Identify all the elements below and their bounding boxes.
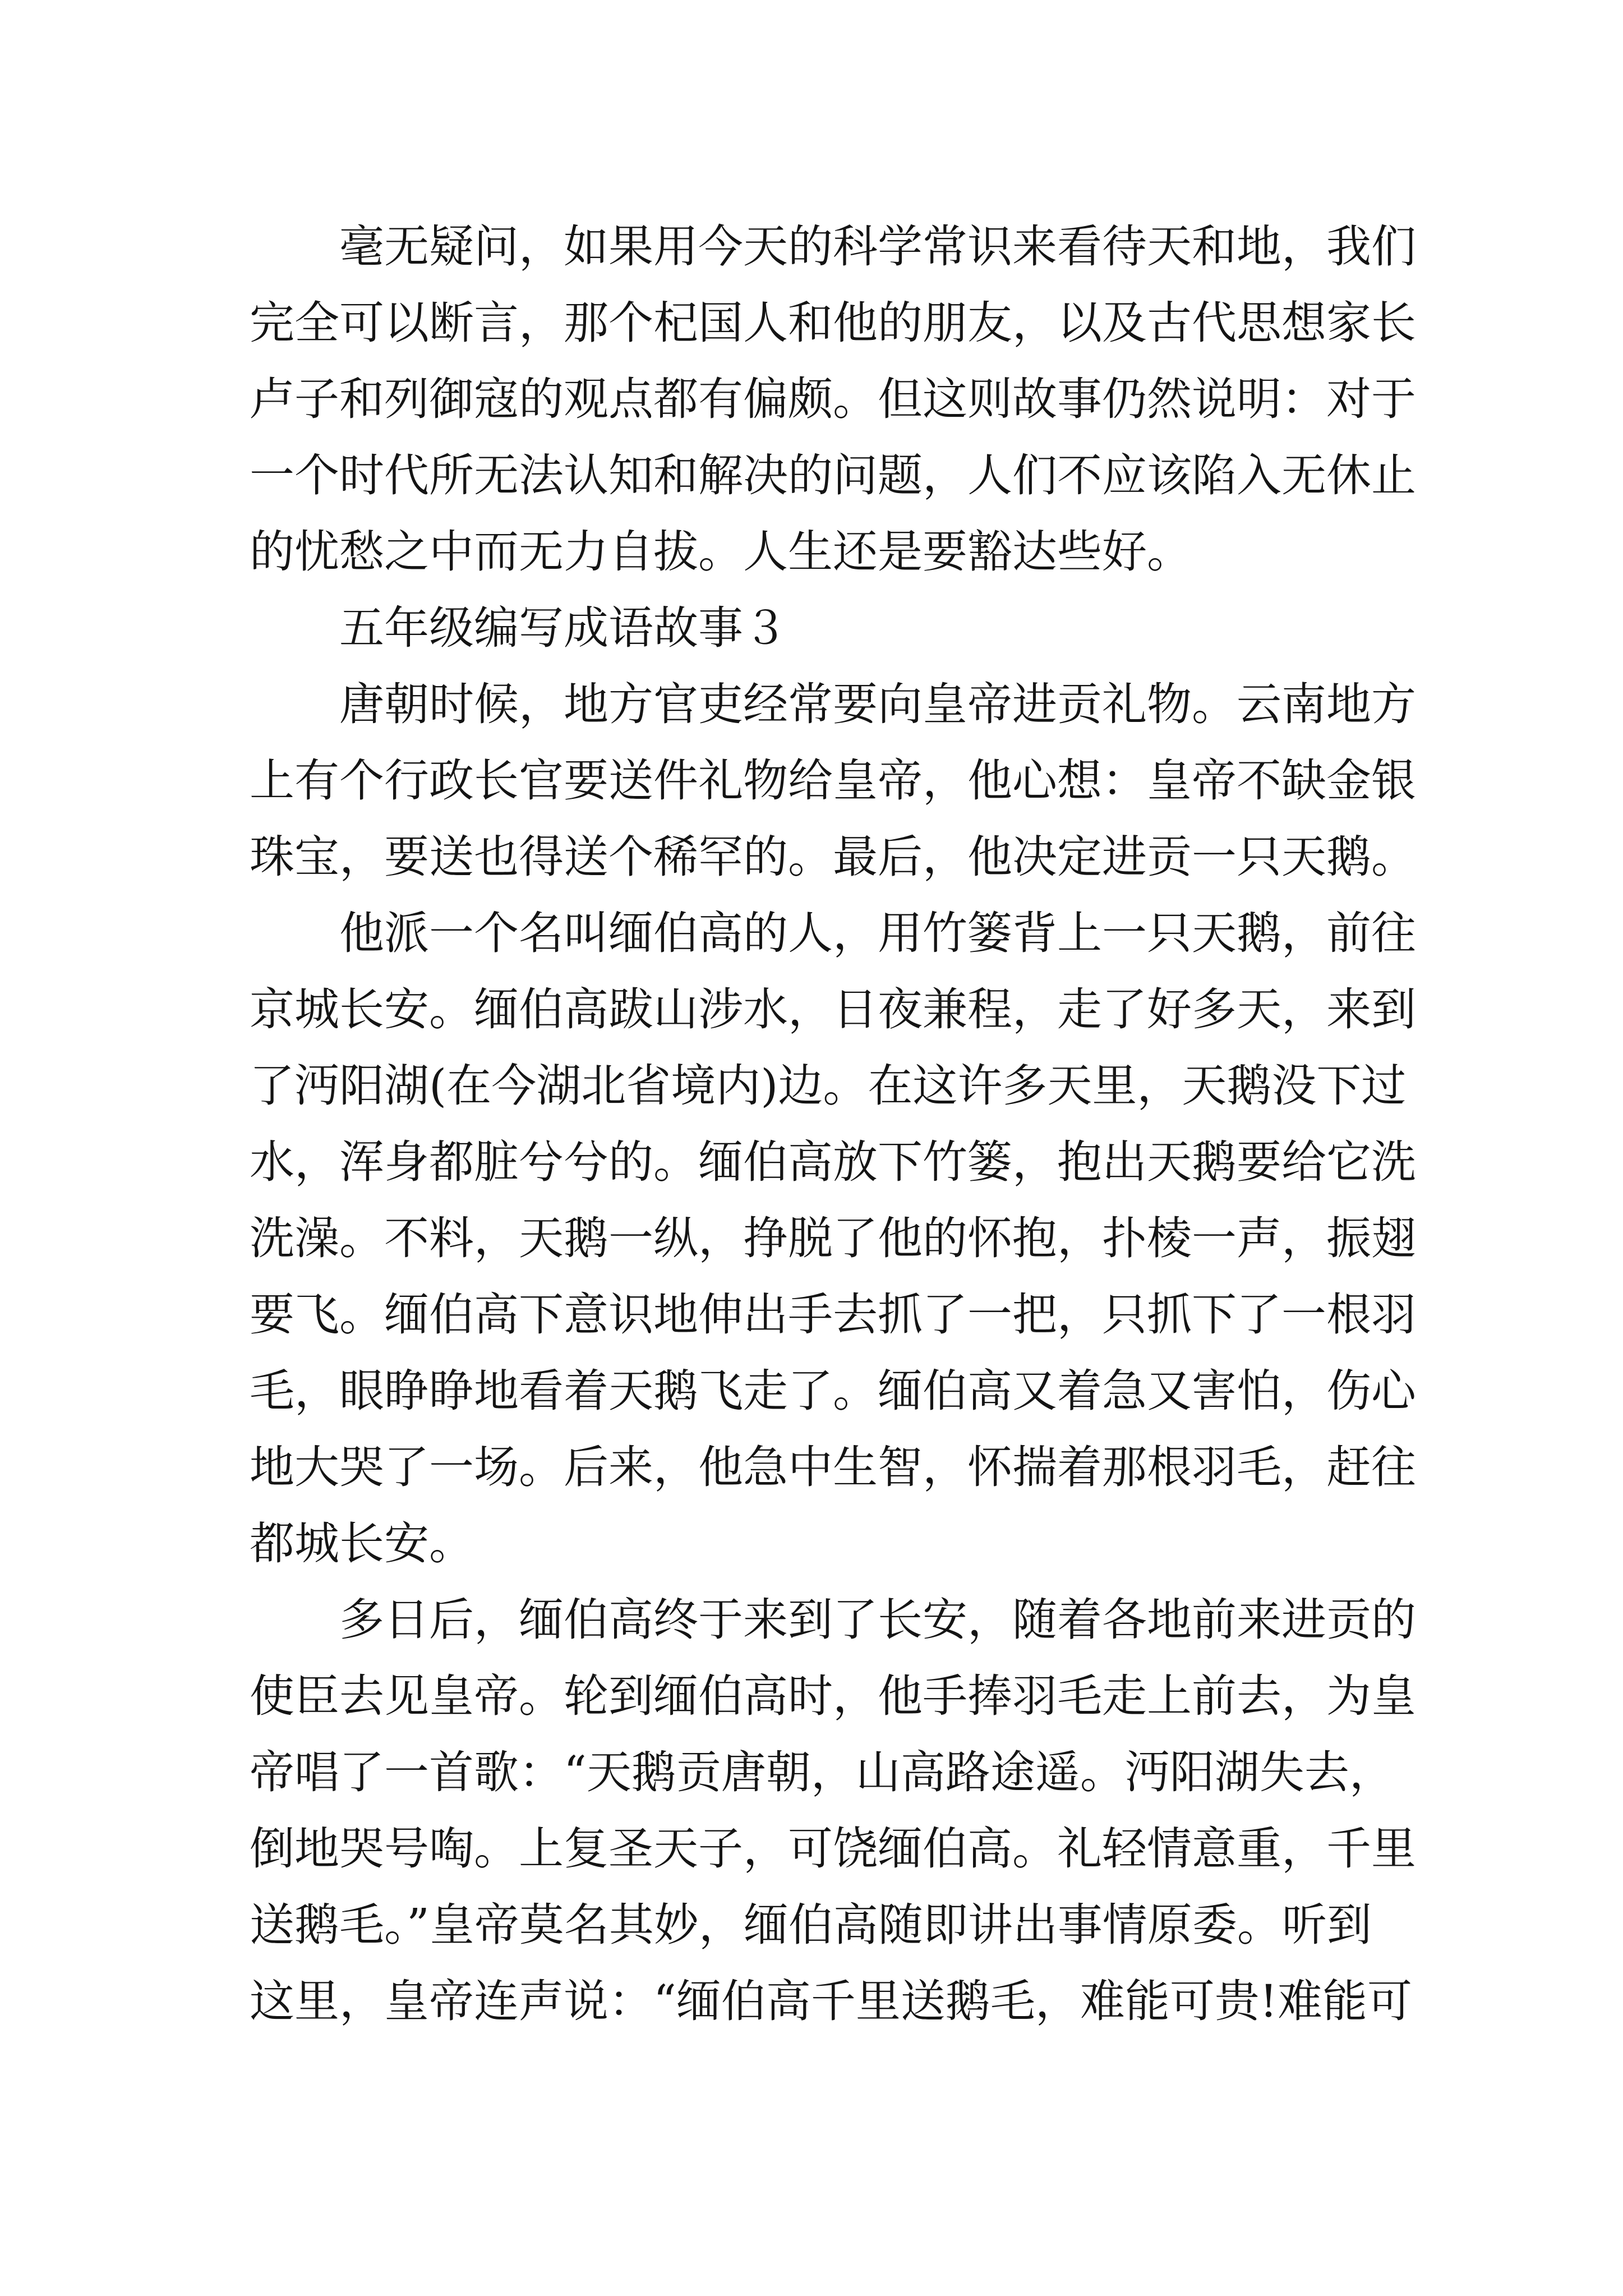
text-line: 卢子和列御寇的观点都有偏颇。但这则故事仍然说明：对于	[250, 373, 1416, 425]
text-line: 多日后，缅伯高终于来到了长安，随着各地前来进贡的	[339, 1594, 1416, 1646]
text-line: 珠宝，要送也得送个稀罕的。最后，他决定进贡一只天鹅。	[250, 831, 1416, 883]
document-body	[250, 209, 1416, 2040]
text-line: 这里，皇帝连声说：“缅伯高千里送鹅毛，难能可贵!难能可	[250, 1975, 1413, 2027]
text-line: 的忧愁之中而无力自拔。人生还是要豁达些好。	[250, 526, 1192, 578]
text-line: 毫无疑问，如果用今天的科学常识来看待天和地，我们	[339, 220, 1416, 273]
text-line: 地大哭了一场。后来，他急中生智，怀揣着那根羽毛，赶往	[250, 1441, 1416, 1493]
text-line: 水，浑身都脏兮兮的。缅伯高放下竹篓，抱出天鹅要给它洗	[250, 1136, 1416, 1188]
text-line: 使臣去见皇帝。轮到缅伯高时，他手捧羽毛走上前去，为皇	[250, 1670, 1416, 1722]
text-line: 都城长安。	[250, 1517, 474, 1570]
text-line: 完全可以断言，那个杞国人和他的朋友，以及古代思想家长	[250, 297, 1416, 349]
text-line: 了沔阳湖(在今湖北省境内)边。在这许多天里，天鹅没下过	[250, 1060, 1407, 1112]
text-line: 他派一个名叫缅伯高的人，用竹篓背上一只天鹅，前往	[339, 907, 1416, 959]
text-line: 帝唱了一首歌：“天鹅贡唐朝，山高路途遥。沔阳湖失去，	[250, 1746, 1394, 1798]
text-line: 要飞。缅伯高下意识地伸出手去抓了一把，只抓下了一根羽	[250, 1289, 1416, 1341]
text-line: 倒地哭号啕。上复圣天子，可饶缅伯高。礼轻情意重，千里	[250, 1823, 1416, 1875]
text-line: 送鹅毛。”皇帝莫名其妙，缅伯高随即讲出事情原委。听到	[250, 1899, 1372, 1951]
text-line: 上有个行政长官要送件礼物给皇帝，他心想：皇帝不缺金银	[250, 754, 1416, 807]
text-line: 一个时代所无法认知和解决的问题，人们不应该陷入无休止	[250, 449, 1416, 501]
text-line: 毛，眼睁睁地看着天鹅飞走了。缅伯高又着急又害怕，伤心	[250, 1365, 1416, 1417]
text-line: 京城长安。缅伯高跋山涉水，日夜兼程，走了好多天，来到	[250, 983, 1416, 1036]
text-line: 唐朝时候，地方官吏经常要向皇帝进贡礼物。云南地方	[339, 678, 1416, 730]
text-line: 五年级编写成语故事３	[339, 602, 788, 654]
text-line: 洗澡。不料，天鹅一纵，挣脱了他的怀抱，扑棱一声，振翅	[250, 1212, 1416, 1264]
